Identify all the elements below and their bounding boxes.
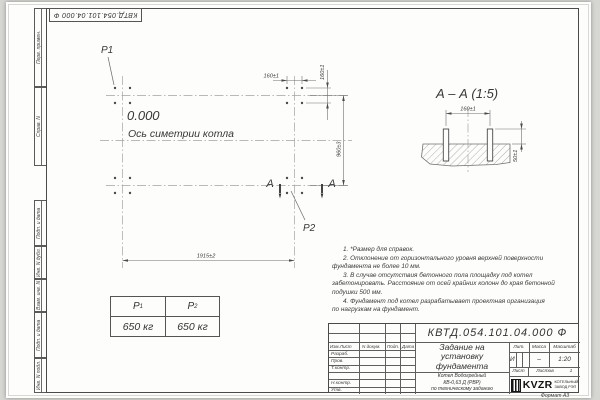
sign-nkontr: Н.контр. [331, 380, 352, 386]
dim-side-text: 160±1 [320, 64, 326, 80]
section-dim-spacing-text: 160±1 [460, 106, 476, 113]
margin-label: Подп. и дата [35, 319, 42, 351]
tb-line [329, 357, 415, 358]
tb-line [359, 324, 360, 394]
note-line: по нагрузкам на фундамент. [332, 306, 420, 314]
margin-label: Инв. N дубл. [35, 248, 42, 277]
tb-line [516, 352, 517, 367]
product-line: Котел Водогрейный [437, 373, 487, 380]
tb-line [329, 372, 415, 373]
mass-value: – [537, 356, 541, 363]
tb-line [329, 333, 415, 334]
title-block-product [415, 372, 509, 394]
scale-label: Масштаб [553, 344, 576, 350]
elevation-mark: 0.000 [127, 108, 160, 123]
company-name-line: КОТЕЛЬНЫЙ [554, 380, 579, 385]
title-line: Задание на [439, 341, 485, 352]
dim-height-text: 960±3 [336, 141, 343, 157]
scale-value: 1:20 [558, 356, 571, 363]
note-line: подушки 500 мм. [332, 288, 383, 296]
p1-leader-line [108, 57, 114, 85]
company-logo-row [509, 376, 580, 394]
rev-col-podp: Подп. [387, 343, 400, 349]
rev-col-data: Дата [402, 343, 415, 349]
mass-label: Масса [531, 344, 547, 350]
anchor-bolt-right [487, 129, 492, 161]
company-name-line: ЗАВОД РЭП [554, 385, 577, 389]
margin-label: Перв. примен. [35, 30, 42, 65]
load-table [110, 296, 220, 337]
note-line: забетонировать. Расстояние от осей крайних колонн до края бетонной [332, 280, 555, 288]
rev-col-izm-list: Изм.Лист [330, 343, 352, 349]
dim-top-text: 160±1 [263, 73, 279, 80]
margin-label: Взам. инв. N [35, 280, 42, 311]
anchor-bolt-left [443, 129, 448, 161]
p1-symbol: P [132, 301, 140, 312]
format-label: Формат А3 [540, 393, 570, 399]
tb-line [522, 352, 523, 367]
title-block-doc-number: КВТД.054.101.04.000 Ф [427, 327, 568, 339]
p2-leader-line [291, 191, 305, 220]
title-block [328, 323, 579, 393]
p2-subscript: 2 [194, 303, 198, 310]
lit-label: Лит. [513, 344, 525, 350]
sign-utv: Утв. [331, 388, 342, 393]
section-letter-left: А [266, 178, 274, 190]
section-view-title: А – А (1:5) [436, 86, 499, 101]
margin-label: Инв. N подл. [35, 360, 42, 391]
section-cut-marks [279, 184, 324, 199]
section-letter-right: А [328, 178, 336, 190]
dim-side-lines [306, 70, 331, 120]
note-line: фундамента не более 10 мм. [332, 263, 421, 271]
title-line: установку [440, 351, 484, 362]
margin-label: Подп. и дата [35, 207, 42, 239]
title-block-title [415, 342, 509, 372]
title-line: фундамента [435, 360, 489, 371]
note-line: 1. *Размер для справок. [343, 246, 415, 253]
technical-notes [332, 246, 584, 315]
foundation-section-hatched [422, 144, 511, 166]
sign-tkontr: Т.контр. [331, 366, 351, 371]
sign-razrab: Разраб. [331, 351, 349, 357]
centerlines [100, 73, 352, 268]
section-dim-protrusion-text: 50±1 [513, 149, 519, 162]
sheets-label: Листов [536, 369, 554, 374]
load-table-header-p1 [111, 297, 166, 317]
kvzr-spring-icon [511, 379, 521, 392]
p2-label: P2 [303, 223, 316, 234]
plan-view [100, 45, 352, 268]
margin-label: Справ. N [35, 116, 42, 137]
sheet-label: Лист [512, 369, 525, 374]
section-view [422, 86, 527, 172]
product-line: по техническому заданию [431, 386, 493, 393]
p2-symbol: P [187, 301, 195, 312]
company-name [555, 380, 579, 389]
p1-label: P1 [101, 45, 114, 56]
top-stamp-doc-number: КВТД.054.101.04.000 Ф [53, 11, 138, 18]
kvzr-logo-text: KVZR [522, 379, 553, 391]
lit-value: И [510, 356, 515, 363]
p1-subscript: 1 [139, 303, 143, 310]
sheets-value: 1 [569, 369, 573, 374]
load-table-value-p2: 650 кг [177, 320, 208, 333]
sign-prov: Пров. [331, 359, 344, 364]
load-table-header-p2 [166, 297, 219, 317]
rev-col-dokum: N докум. [362, 343, 381, 349]
dim-width-text: 1915±2 [196, 253, 216, 260]
axis-of-symmetry-label: Ось симетрии котла [128, 128, 235, 140]
tb-line [385, 324, 386, 394]
note-line: 3. В случае отсутствия бетонного пола площадку под котел [343, 271, 533, 279]
note-line: 4. Фундамент под котел разрабатывает проектная организация [343, 297, 545, 305]
tb-line [400, 324, 401, 394]
note-line: 2. Отклонение от горизонтального уровня верхней поверхности [343, 254, 544, 262]
load-table-value-p1: 650 кг [111, 317, 166, 336]
product-line: КВ-0,63 Д (РВР) [443, 379, 481, 386]
